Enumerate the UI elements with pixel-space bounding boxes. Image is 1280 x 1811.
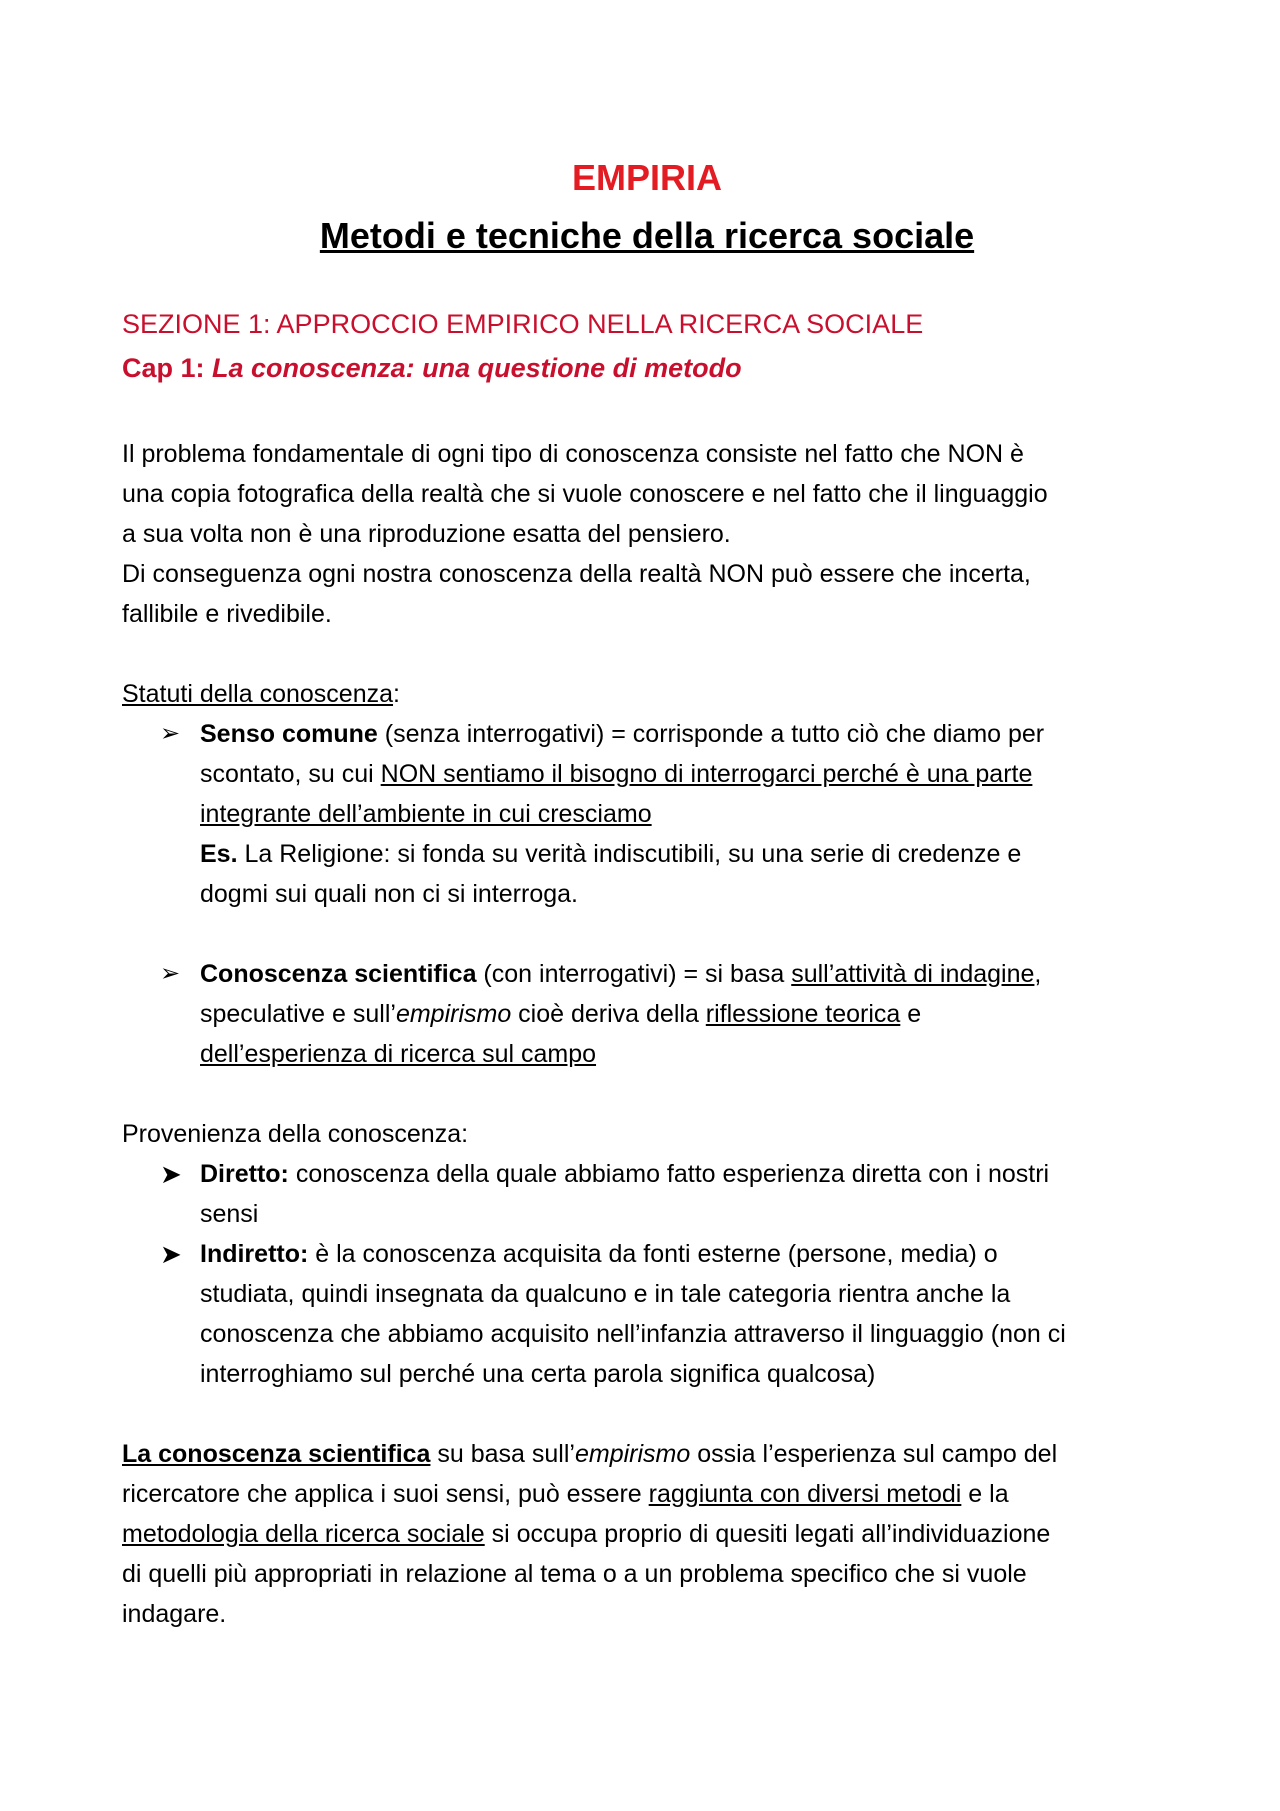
text-line: indagare. [122, 1600, 227, 1628]
arrowhead-bullet-icon: ➤ [160, 1159, 182, 1189]
text-line: scontato, su cui NON sentiamo il bisogno di interrogarci perché è una parte [200, 760, 1033, 788]
text-line: Conoscenza scientifica (con interrogativi) = si basa sull’attività di indagine, [200, 960, 1042, 988]
list-item [122, 1234, 1172, 1394]
text-line: Diretto: conoscenza della quale abbiamo fatto esperienza diretta con i nostri [200, 1160, 1050, 1188]
list-item [122, 714, 1172, 914]
text-line: Il problema fondamentale di ogni tipo di conoscenza consiste nel fatto che NON è [122, 440, 1024, 468]
text-line: La conoscenza scientifica su basa sull’empirismo ossia l’esperienza sul campo del [122, 1440, 1058, 1468]
text-line: fallibile e rivedibile. [122, 600, 332, 628]
intro-paragraph-1 [122, 434, 1172, 554]
closing-paragraph [122, 1434, 1172, 1634]
chapter-heading [122, 346, 1172, 390]
arrowhead-bullet-icon: ➤ [160, 1239, 182, 1269]
text-line: conoscenza che abbiamo acquisito nell’infanzia attraverso il linguaggio (non ci [200, 1320, 1066, 1348]
provenienza-list [122, 1154, 1172, 1394]
text-line: di quelli più appropriati in relazione al tema o a un problema specifico che si vuole [122, 1560, 1027, 1588]
term-indiretto: Indiretto: [200, 1240, 309, 1268]
document-body [122, 150, 1172, 1634]
arrow-bullet-icon: ➢ [160, 720, 181, 747]
statuti-heading: Statuti della conoscenza: [122, 680, 400, 708]
text-line: dell’esperienza di ricerca sul campo [200, 1040, 597, 1068]
example-label: Es. [200, 840, 238, 868]
text-line: a sua volta non è una riproduzione esatta del pensiero. [122, 520, 731, 548]
text-line: Indiretto: è la conoscenza acquisita da fonti esterne (persone, media) o [200, 1240, 998, 1268]
intro-paragraph-2 [122, 554, 1172, 634]
document-title: EMPIRIA [571, 157, 722, 198]
statuti-heading-text: Statuti della conoscenza [122, 680, 394, 708]
provenienza-heading: Provenienza della conoscenza: [122, 1120, 469, 1148]
text-line: speculative e sull’empirismo cioè deriva della riflessione teorica e [200, 1000, 922, 1028]
text-line: integrante dell’ambiente in cui cresciamo [200, 800, 652, 828]
text-line: interroghiamo sul perché una certa parola significa qualcosa) [200, 1360, 876, 1388]
list-item [122, 954, 1172, 1074]
term-conoscenza-scientifica: Conoscenza scientifica [200, 960, 477, 988]
chapter-prefix: Cap 1: [122, 353, 213, 383]
section-heading: SEZIONE 1: APPROCCIO EMPIRICO NELLA RICERCA SOCIALE [122, 309, 924, 339]
term-senso-comune: Senso comune [200, 720, 378, 748]
text-line: Senso comune (senza interrogativi) = corrisponde a tutto ciò che diamo per [200, 720, 1045, 748]
text-line: dogmi sui quali non ci si interroga. [200, 880, 578, 908]
text-line: una copia fotografica della realtà che si vuole conoscere e nel fatto che il linguaggio [122, 480, 1048, 508]
text-line: studiata, quindi insegnata da qualcuno e in tale categoria rientra anche la [200, 1280, 1011, 1308]
text-line: ricercatore che applica i suoi sensi, può essere raggiunta con diversi metodi e la [122, 1480, 1009, 1508]
statuti-list [122, 714, 1172, 1074]
text-line: metodologia della ricerca sociale si occupa proprio di quesiti legati all’individuazione [122, 1520, 1051, 1548]
list-item [122, 1154, 1172, 1234]
text-line: Es. La Religione: si fonda su verità indiscutibili, su una serie di credenze e [200, 840, 1022, 868]
document-subtitle: Metodi e tecniche della ricerca sociale [319, 215, 975, 256]
text-line: sensi [200, 1200, 259, 1228]
text-line: Di conseguenza ogni nostra conoscenza della realtà NON può essere che incerta, [122, 560, 1031, 588]
chapter-title: La conoscenza: una questione di metodo [212, 353, 742, 383]
arrow-bullet-icon: ➢ [160, 960, 181, 987]
term-diretto: Diretto: [200, 1160, 289, 1188]
